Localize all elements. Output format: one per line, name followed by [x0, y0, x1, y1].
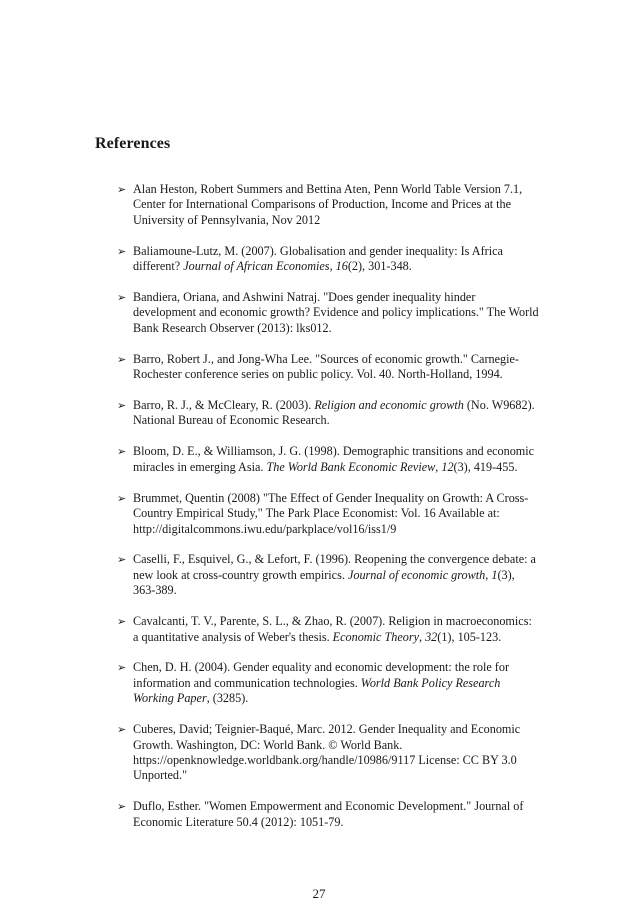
- reference-item: [119, 722, 539, 784]
- reference-segment: , (3285).: [206, 691, 249, 706]
- reference-italic-segment: Journal of African Economies: [183, 259, 330, 274]
- reference-segment: (1), 105-123.: [437, 629, 502, 644]
- reference-text: [133, 491, 528, 536]
- reference-segment: Cuberes, David; Teignier-Baqué, Marc. 2012. Gender Inequality and Economic Growth. Washington, DC: World Bank. © World Bank. https://openknowledge.worldbank.org/handle/10986/9117 License: CC BY 3.0 Unported.": [133, 722, 521, 783]
- reference-italic-segment: Economic Theory: [332, 629, 419, 644]
- reference-item: [119, 352, 539, 383]
- reference-item: [119, 491, 539, 537]
- arrow-bullet-icon: ➢: [117, 244, 127, 258]
- reference-segment: Duflo, Esther. "Women Empowerment and Economic Development." Journal of Economic Literature 50.4 (2012): 1051-79.: [133, 799, 524, 829]
- page-number: 27: [312, 886, 326, 901]
- reference-segment: Baliamoune-Lutz, M. (2007). Globalisation and gender inequality: Is Africa different?: [133, 243, 503, 274]
- reference-item: [119, 290, 539, 336]
- arrow-bullet-icon: ➢: [117, 352, 127, 366]
- reference-segment: (No. W9682). National Bureau of Economic Research.: [133, 398, 535, 428]
- reference-italic-segment: Journal of economic growth: [347, 567, 486, 582]
- arrow-bullet-icon: ➢: [117, 399, 127, 413]
- reference-italic-segment: World Bank Policy Research Working Paper: [133, 675, 501, 706]
- reference-text: [133, 660, 509, 705]
- arrow-bullet-icon: ➢: [117, 615, 127, 629]
- reference-text: [133, 444, 534, 473]
- arrow-bullet-icon: ➢: [117, 800, 127, 814]
- arrow-bullet-icon: ➢: [117, 723, 127, 737]
- reference-text: [133, 722, 520, 782]
- reference-italic-segment: 32: [425, 629, 438, 644]
- reference-italic-segment: 12: [441, 459, 454, 474]
- reference-segment: ,: [418, 629, 426, 644]
- reference-item: [119, 398, 539, 429]
- reference-item: [119, 182, 539, 228]
- reference-list: [119, 182, 539, 846]
- reference-segment: (3), 363-389.: [133, 567, 515, 598]
- reference-text: [133, 290, 539, 335]
- reference-segment: ,: [435, 459, 442, 474]
- reference-text: [133, 799, 523, 828]
- reference-segment: Caselli, F., Esquivel, G., & Lefort, F. (1996). Reopening the convergence debate: a new look at cross-country growth empirics.: [133, 552, 536, 582]
- reference-text: [133, 552, 536, 597]
- section-heading: References: [95, 135, 171, 152]
- arrow-bullet-icon: ➢: [117, 553, 127, 567]
- reference-segment: Barro, Robert J., and Jong-Wha Lee. "Sources of economic growth." Carnegie-Rochester conference series on public policy. Vol. 40. North-Holland, 1994.: [133, 351, 519, 382]
- reference-italic-segment: 16: [335, 259, 348, 274]
- reference-segment: Chen, D. H. (2004). Gender equality and economic development: the role for information and communication technologies.: [133, 660, 510, 690]
- reference-segment: ,: [329, 259, 336, 274]
- reference-item: [119, 244, 539, 275]
- reference-text: [133, 244, 503, 273]
- reference-segment: Brummet, Quentin (2008) "The Effect of Gender Inequality on Growth: A Cross-Country Empirical Study," The Park Place Economist: Vol. 16 Available at: http://digitalcommons.iwu.edu/parkplace/vol16/iss1/9: [133, 490, 529, 536]
- reference-italic-segment: 1: [491, 567, 498, 582]
- reference-text: [133, 352, 519, 381]
- reference-item: [119, 444, 539, 475]
- arrow-bullet-icon: ➢: [117, 291, 127, 305]
- reference-segment: (2), 301-348.: [347, 259, 412, 274]
- reference-italic-segment: The World Bank Economic Review: [266, 459, 436, 474]
- reference-text: [133, 614, 532, 643]
- reference-text: [133, 398, 535, 427]
- arrow-bullet-icon: ➢: [117, 661, 127, 675]
- reference-segment: (3), 419-455.: [453, 459, 518, 474]
- reference-segment: Cavalcanti, T. V., Parente, S. L., & Zhao, R. (2007). Religion in macroeconomics: a quantitative analysis of Weber's thesis.: [133, 614, 532, 644]
- reference-segment: ,: [485, 567, 492, 582]
- reference-italic-segment: Religion and economic growth: [314, 398, 464, 413]
- reference-segment: Bandiera, Oriana, and Ashwini Natraj. "Does gender inequality hinder development and economic growth? Evidence and policy implications." The World Bank Research Observer (2013): lks012.: [133, 290, 539, 335]
- reference-text: [133, 182, 522, 227]
- arrow-bullet-icon: ➢: [117, 183, 127, 196]
- reference-item: [119, 552, 539, 598]
- reference-item: [119, 614, 539, 645]
- arrow-bullet-icon: ➢: [117, 491, 127, 505]
- reference-segment: Alan Heston, Robert Summers and Bettina Aten, Penn World Table Version 7.1, Center for International Comparisons of Production, Income and Prices at the University of Pennsylvania, Nov 2012: [133, 182, 523, 227]
- reference-item: [119, 660, 539, 706]
- reference-segment: Bloom, D. E., & Williamson, J. G. (1998). Demographic transitions and economic miracles in emerging Asia.: [133, 444, 535, 474]
- arrow-bullet-icon: ➢: [117, 445, 127, 459]
- reference-item: [119, 799, 539, 830]
- reference-segment: Barro, R. J., & McCleary, R. (2003).: [133, 398, 315, 413]
